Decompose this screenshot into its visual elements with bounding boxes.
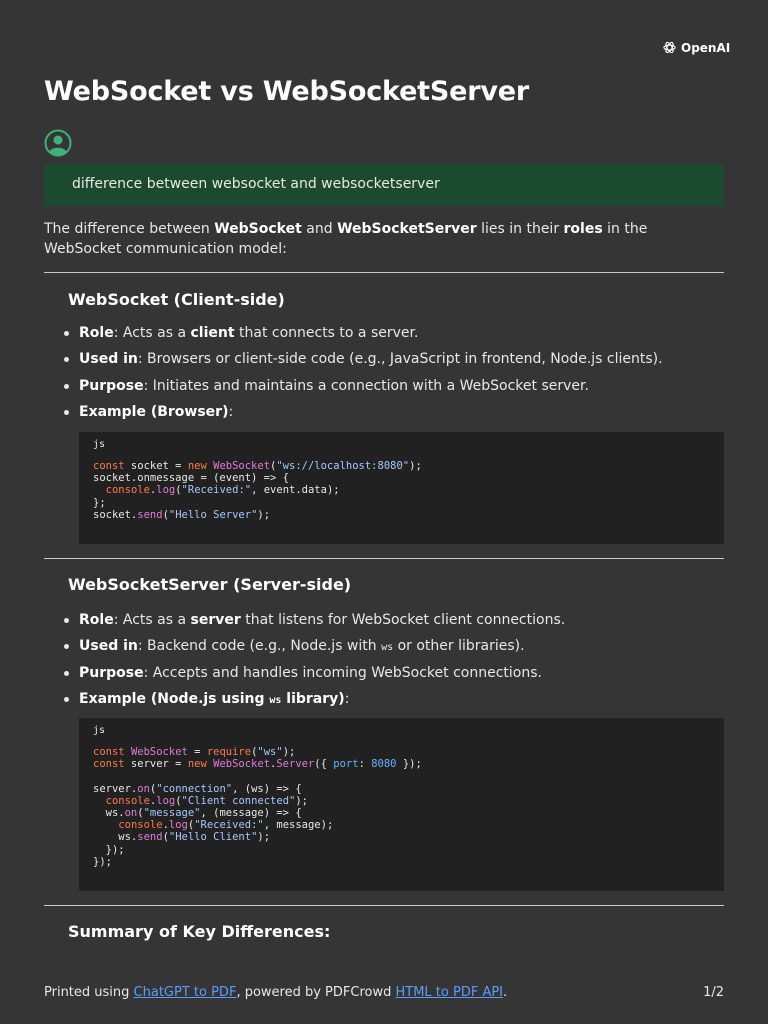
list-item (79, 376, 739, 402)
item-text: : Browsers or client-side code (e.g., JavaScript in frontend, Node.js clients). (137, 351, 663, 368)
intro-bold-websocket: WebSocket (214, 221, 302, 237)
server-bullet-list (60, 610, 739, 715)
item-text: : Backend code (e.g., Node.js with (137, 638, 382, 655)
logo-text: OpenAI (681, 40, 731, 55)
server-section-heading: WebSocketServer (Server-side) (68, 575, 352, 594)
footer (44, 985, 724, 1000)
item-text: : (228, 403, 234, 420)
intro-bold-roles: roles (563, 221, 603, 237)
user-prompt-text: difference between websocket and websocketserver (72, 176, 440, 192)
item-label: Used in (79, 351, 138, 368)
openai-logo (662, 40, 731, 55)
footer-text: . (503, 985, 508, 1000)
list-item (79, 402, 739, 428)
inline-code: ws (381, 642, 394, 654)
item-label: Purpose (79, 377, 144, 394)
page-number: 1/2 (703, 985, 724, 1000)
intro-bold-websocketserver: WebSocketServer (337, 221, 477, 237)
item-text: that listens for WebSocket client connections. (240, 612, 566, 628)
server-code: const WebSocket = require("ws"); const server = new WebSocket.Server({ port: 8080 }); server.on("connection", (ws) => { console.log("Client connected"); ws.on("message", (message) => { console.log("Received:", message); ws.send("Hello Client"); }); }); (93, 746, 422, 868)
server-code-block[interactable] (79, 718, 724, 891)
inline-code: ws (269, 694, 282, 706)
item-text: : (344, 690, 350, 707)
intro-paragraph (44, 219, 724, 259)
footer-text: , powered by PDFCrowd (236, 985, 396, 1000)
list-item (79, 349, 739, 375)
footer-text: Printed using (44, 985, 134, 1000)
item-label-text: library) (281, 690, 345, 707)
item-label: Purpose (79, 664, 144, 681)
code-language-label: js (93, 725, 106, 736)
divider (44, 905, 724, 906)
intro-text: lies in their (476, 221, 564, 237)
code-language-label: js (93, 439, 106, 450)
item-label: Example (Browser) (79, 403, 229, 420)
html-to-pdf-api-link[interactable]: HTML to PDF API (395, 985, 504, 1000)
item-text: : Acts as a (113, 612, 191, 628)
item-text: : Initiates and maintains a connection with a WebSocket server. (143, 377, 589, 394)
item-label: Role (79, 325, 114, 341)
client-code-block[interactable] (79, 432, 724, 544)
divider (44, 558, 724, 559)
intro-text: The difference between (44, 221, 215, 237)
list-item (79, 636, 739, 662)
item-text: that connects to a server. (234, 325, 419, 341)
client-section-heading: WebSocket (Client-side) (68, 290, 285, 309)
chatgpt-to-pdf-link[interactable]: ChatGPT to PDF (133, 985, 237, 1000)
list-item (79, 610, 739, 636)
list-item (79, 663, 739, 689)
item-text: : Accepts and handles incoming WebSocket connections. (143, 664, 542, 681)
intro-text: and (301, 221, 338, 237)
user-prompt (44, 164, 724, 206)
item-label (79, 691, 345, 707)
page-title: WebSocket vs WebSocketServer (44, 76, 529, 107)
intro-text: in the WebSocket communication model: (44, 221, 648, 257)
divider (44, 272, 724, 273)
user-avatar-icon (44, 129, 72, 157)
item-label: Role (79, 612, 114, 628)
openai-logo-icon (662, 40, 677, 55)
client-code: const socket = new WebSocket("ws://localhost:8080"); socket.onmessage = (event) => { console.log("Received:", event.data); }; socket.send("Hello Server"); (93, 460, 422, 521)
item-text: or other libraries). (393, 638, 525, 655)
item-label-text: Example (Node.js using (79, 690, 270, 707)
client-bullet-list (60, 323, 739, 428)
item-label: Used in (79, 638, 138, 655)
item-bold: server (190, 612, 241, 628)
summary-heading: Summary of Key Differences: (68, 922, 331, 941)
item-text: : Acts as a (113, 325, 191, 341)
list-item (79, 323, 739, 349)
item-bold: client (190, 325, 235, 341)
list-item (79, 689, 739, 715)
